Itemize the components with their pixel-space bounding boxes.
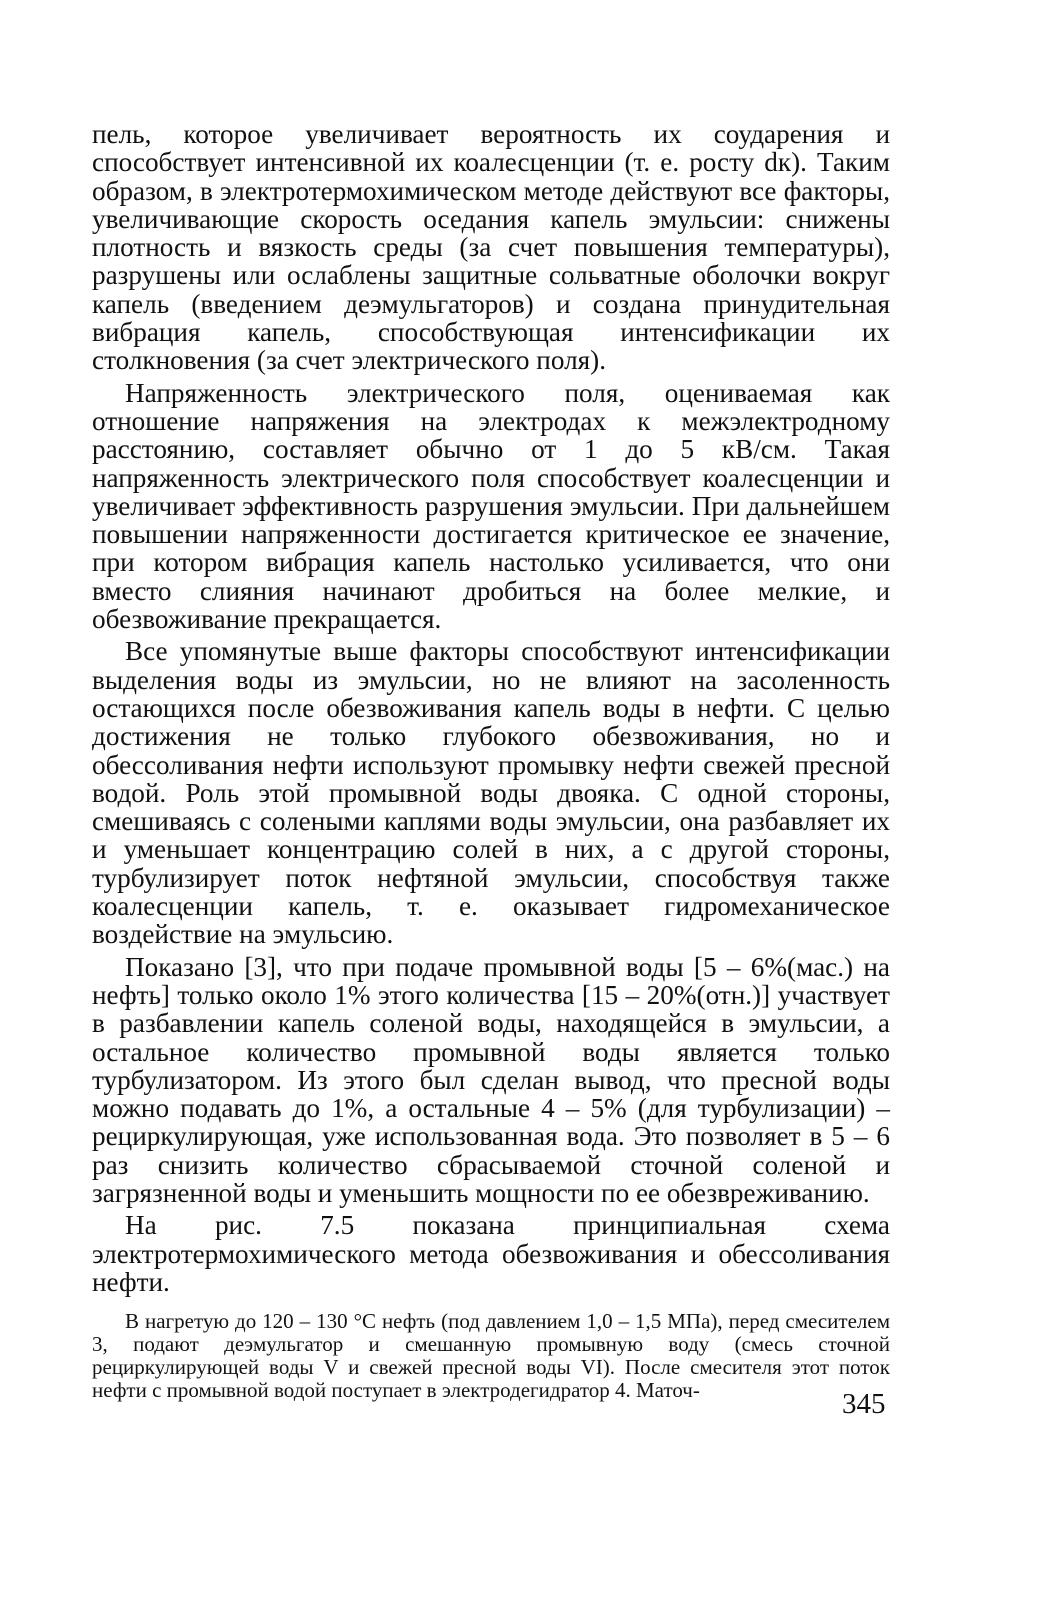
paragraph-1: пель, которое увеличивает вероятность их соударения и способствует интенсивной их коалесценции (т. е. росту dк). Таким образом, в электротермохимическом методе действуют все факторы, увеличивающие скорость оседания капель эмульсии: снижены плотность и вязкость среды (за счет повышения температуры), разрушены или ослаблены защитные сольватные оболочки вокруг капель (введением деэмульгаторов) и создана принудительная вибрация капель, способствующая интенсификации их столкновения (за счет электрического поля). (92, 119, 890, 376)
small-print-paragraph: В нагретую до 120 – 130 °С нефть (под давлением 1,0 – 1,5 МПа), перед смесителем 3, подают деэмульгатор и смешанную промывную воду (смесь сточной рециркулирующей воды V и свежей пресной воды VI). После смесителя этот поток нефти с промывной водой поступает в электродегидратор 4. Маточ- (92, 1309, 890, 1402)
page-number: 345 (842, 1388, 886, 1420)
page-body (92, 120, 890, 1401)
paragraph-2: Напряженность электрического поля, оцениваемая как отношение напряжения на электродах к межэлектродному расстоянию, составляет обычно от 1 до 5 кВ/см. Такая напряженность электрического поля способствует коалесценции и увеличивает эффективность разрушения эмульсии. При дальнейшем повышении напряженности достигается критическое ее значение, при котором вибрация капель настолько усиливается, что они вместо слияния начинают дробиться на более мелкие, и обезвоживание прекращается. (92, 377, 890, 635)
paragraph-3: Все упомянутые выше факторы способствуют интенсификации выделения воды из эмульсии, но не влияют на засоленность остающихся после обезвоживания капель воды в нефти. С целью достижения не только глубокого обезвоживания, но и обессоливания нефти используют промывку нефти свежей пресной водой. Роль этой промывной воды двояка. С одной стороны, смешиваясь с солеными каплями воды эмульсии, она разбавляет их и уменьшает концентрацию солей в них, а с другой стороны, турбулизирует поток нефтяной эмульсии, способствуя также коалесценции капель, т. е. оказывает гидромеханическое воздействие на эмульсию. (92, 636, 890, 950)
paragraph-4: Показано [3], что при подаче промывной воды [5 – 6%(мас.) на нефть] только около 1% этого количества [15 – 20%(отн.)] участвует в разбавлении капель соленой воды, находящейся в эмульсии, а остальное количество промывной воды является только турбулизатором. Из этого был сделан вывод, что пресной воды можно подавать до 1%, а остальные 4 – 5% (для турбулизации) – рециркулирующая, уже использованная вода. Это позволяет в 5 – 6 раз снизить количество сбрасываемой сточной соленой и загрязненной воды и уменьшить мощности по ее обезвреживанию. (92, 951, 890, 1208)
paragraph-5: На рис. 7.5 показана принципиальная схема электротермохимического метода обезвоживания и обессоливания нефти. (92, 1210, 890, 1297)
